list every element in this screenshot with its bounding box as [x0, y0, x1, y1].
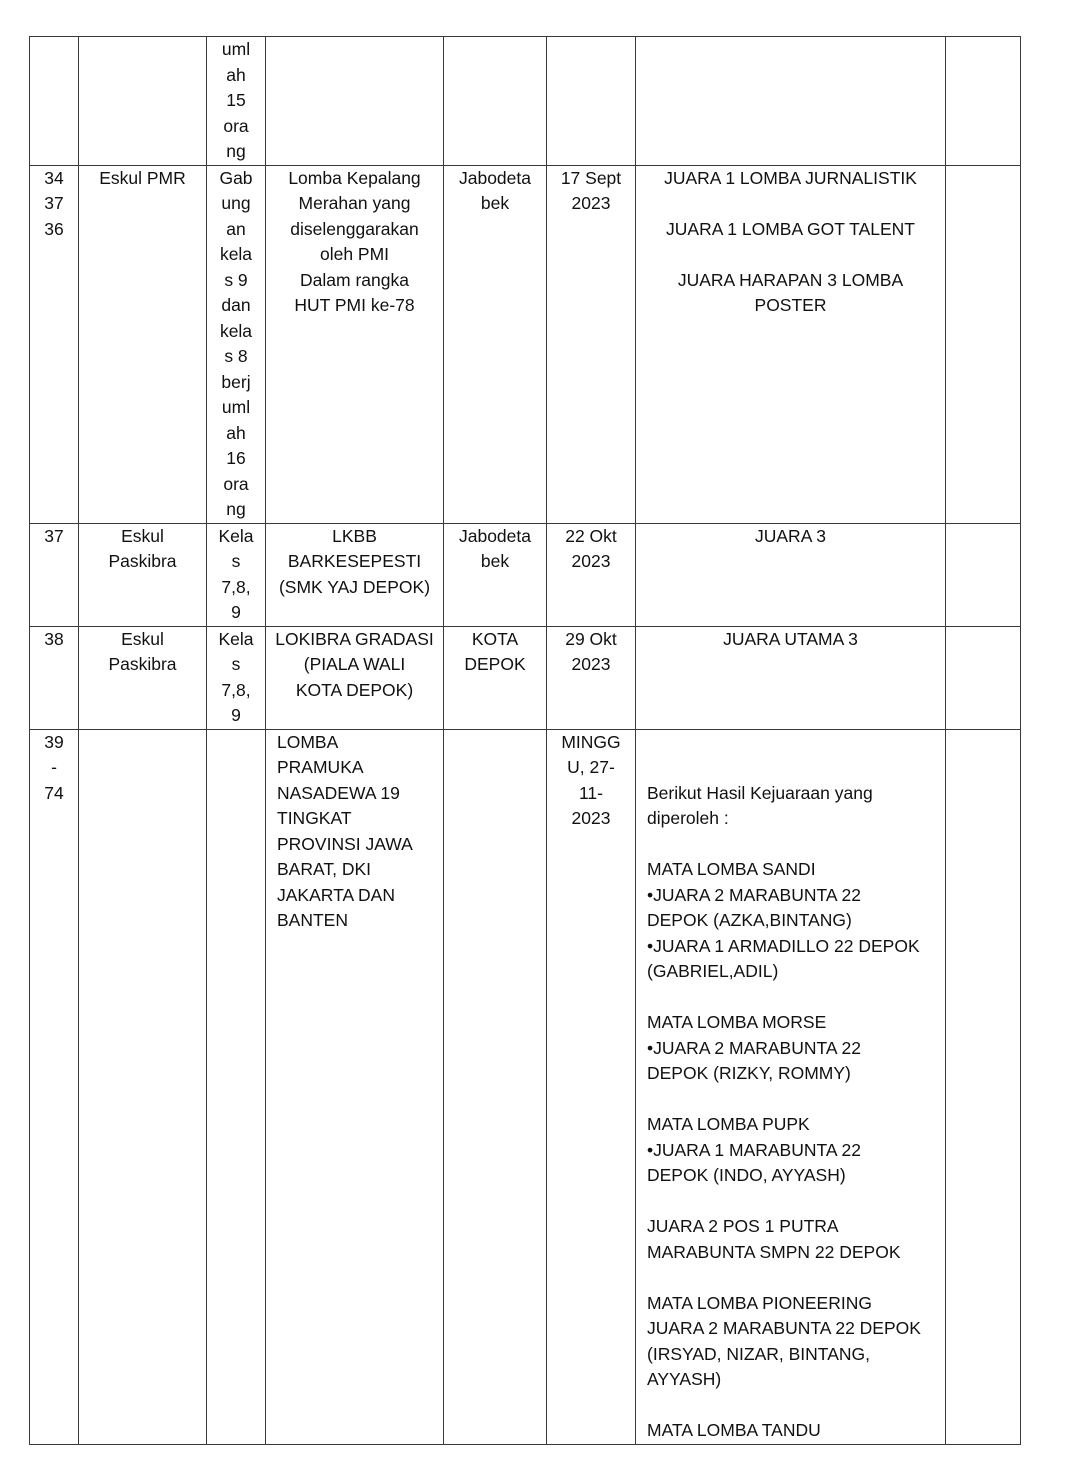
cell-line: MINGG: [561, 731, 621, 752]
cell-line: ung: [221, 193, 251, 213]
cell-no: [30, 729, 79, 1444]
cell-line: PROVINSI JAWA: [277, 833, 413, 854]
cell-line: Eskul: [121, 628, 164, 649]
cell-line: JUARA 1 LOMBA GOT TALENT: [666, 218, 915, 239]
cell-line: Paskibra: [108, 551, 177, 571]
cell-hasil: [636, 165, 946, 523]
cell-peserta: [207, 165, 266, 523]
cell-lomba: [266, 37, 444, 166]
cell-peserta: [207, 37, 266, 166]
cell-line: POSTER: [754, 295, 827, 315]
table-row: [30, 523, 1021, 626]
cell-line: -: [51, 757, 57, 777]
cell-line: diperoleh :: [647, 808, 729, 828]
cell-line: KOTA DEPOK): [295, 679, 414, 700]
cell-line: ah: [226, 422, 246, 443]
cell-line: 37: [44, 525, 64, 546]
cell-line: JAKARTA DAN: [277, 884, 395, 905]
cell-line: JUARA UTAMA 3: [723, 628, 858, 649]
cell-line: 39: [44, 731, 64, 752]
cell-line: s: [231, 551, 241, 571]
cell-line: MATA LOMBA PUPK: [647, 1114, 810, 1134]
cell-line: (GABRIEL,ADIL): [647, 961, 779, 981]
cell-line: Gab: [219, 167, 253, 188]
cell-line: BARKESEPESTI: [287, 551, 422, 571]
cell-line: 34: [44, 167, 64, 188]
cell-line: 9: [231, 705, 241, 725]
cell-keterangan: [946, 523, 1021, 626]
cell-no: [30, 523, 79, 626]
cell-line: berj: [221, 371, 251, 392]
cell-lomba: [266, 729, 444, 1444]
cell-ekskul: [79, 729, 207, 1444]
cell-line: 15: [226, 90, 246, 110]
cell-line: 2023: [571, 193, 611, 213]
cell-line: 22 Okt: [565, 525, 617, 546]
cell-tanggal: [547, 523, 636, 626]
cell-line: DEPOK (AZKA,BINTANG): [647, 910, 852, 930]
cell-tanggal: [547, 729, 636, 1444]
cell-line: KOTA: [471, 628, 519, 649]
cell-peserta: [207, 523, 266, 626]
cell-line: diselenggarakan: [290, 218, 419, 239]
cell-line: Paskibra: [108, 654, 177, 674]
table-row: [30, 729, 1021, 1444]
cell-line: MARABUNTA SMPN 22 DEPOK: [647, 1241, 901, 1262]
cell-line: (IRSYAD, NIZAR, BINTANG,: [647, 1343, 870, 1364]
cell-line: kela: [219, 244, 253, 264]
cell-tingkat: [444, 523, 547, 626]
cell-line: •JUARA 2 MARABUNTA 22: [647, 1037, 861, 1058]
cell-line: Eskul PMR: [99, 167, 186, 188]
cell-tanggal: [547, 165, 636, 523]
cell-line: 2023: [571, 654, 611, 674]
cell-line: MATA LOMBA PIONEERING: [647, 1292, 872, 1313]
cell-line: [647, 1393, 939, 1419]
cell-tingkat: [444, 729, 547, 1444]
cell-peserta: [207, 729, 266, 1444]
cell-line: DEPOK (RIZKY, ROMMY): [647, 1063, 851, 1083]
cell-line: U, 27-: [567, 757, 615, 777]
cell-line: dan: [221, 295, 251, 315]
cell-ekskul: [79, 37, 207, 166]
cell-line: Merahan yang: [298, 193, 411, 213]
cell-line: 11-: [579, 782, 603, 803]
cell-line: [647, 755, 939, 781]
cell-line: [640, 191, 941, 217]
cell-line: Jabodeta: [458, 525, 531, 546]
cell-line: kela: [219, 320, 253, 341]
cell-line: DEPOK: [464, 654, 526, 674]
cell-line: ah: [226, 64, 246, 85]
cell-line: s 9: [224, 269, 248, 290]
achievement-table: [29, 36, 1021, 1445]
cell-line: LKBB: [332, 525, 377, 546]
cell-line: 38: [44, 628, 64, 649]
cell-line: DEPOK (INDO, AYYASH): [647, 1165, 846, 1185]
cell-line: 2023: [571, 551, 611, 571]
cell-line: Eskul: [121, 525, 164, 546]
cell-line: 37: [44, 193, 64, 213]
cell-keterangan: [946, 165, 1021, 523]
cell-line: BANTEN: [277, 910, 348, 930]
cell-hasil: [636, 37, 946, 166]
cell-line: oleh PMI: [319, 244, 390, 264]
cell-line: Kela: [218, 525, 254, 546]
table-row: [30, 37, 1021, 166]
cell-line: bek: [480, 551, 510, 571]
cell-line: ng: [226, 141, 246, 161]
cell-line: uml: [221, 39, 251, 59]
cell-line: Lomba Kepalang: [288, 167, 421, 188]
cell-tingkat: [444, 165, 547, 523]
cell-line: 36: [44, 218, 64, 239]
cell-line: ng: [226, 499, 246, 519]
cell-line: 16: [226, 448, 246, 468]
cell-tanggal: [547, 626, 636, 729]
cell-line: uml: [221, 397, 251, 417]
cell-line: [647, 832, 939, 858]
cell-line: [647, 985, 939, 1011]
cell-line: an: [226, 218, 246, 239]
cell-line: NASADEWA 19: [277, 782, 400, 803]
cell-line: MATA LOMBA MORSE: [647, 1012, 827, 1032]
cell-line: AYYASH): [647, 1369, 722, 1389]
cell-line: 29 Okt: [565, 628, 617, 649]
cell-line: [640, 242, 941, 268]
cell-line: JUARA 3: [755, 525, 826, 546]
cell-line: JUARA 2 MARABUNTA 22 DEPOK: [647, 1318, 921, 1338]
cell-peserta: [207, 626, 266, 729]
cell-tingkat: [444, 37, 547, 166]
cell-no: [30, 37, 79, 166]
cell-line: [647, 1087, 939, 1113]
cell-line: JUARA 1 LOMBA JURNALISTIK: [664, 167, 917, 188]
cell-no: [30, 626, 79, 729]
cell-lomba: [266, 523, 444, 626]
cell-line: MATA LOMBA TANDU: [647, 1420, 821, 1440]
cell-tanggal: [547, 37, 636, 166]
cell-line: 17 Sept: [560, 167, 622, 188]
cell-no: [30, 165, 79, 523]
cell-line: ora: [223, 115, 249, 136]
cell-line: s 8: [224, 346, 248, 366]
cell-line: HUT PMI ke-78: [294, 295, 415, 315]
cell-hasil: [636, 626, 946, 729]
cell-line: [647, 730, 939, 756]
cell-line: JUARA 2 POS 1 PUTRA: [647, 1216, 839, 1236]
cell-keterangan: [946, 729, 1021, 1444]
cell-line: LOKIBRA GRADASI: [275, 628, 434, 649]
cell-line: [647, 1189, 939, 1215]
cell-line: s: [231, 654, 241, 674]
cell-line: 7,8,: [221, 679, 251, 700]
cell-line: •JUARA 1 ARMADILLO 22 DEPOK: [647, 935, 920, 956]
cell-line: Berikut Hasil Kejuaraan yang: [647, 782, 873, 803]
cell-line: 7,8,: [221, 576, 251, 597]
cell-line: •JUARA 1 MARABUNTA 22: [647, 1139, 861, 1160]
cell-line: PRAMUKA: [277, 757, 364, 777]
cell-ekskul: [79, 626, 207, 729]
cell-line: •JUARA 2 MARABUNTA 22: [647, 884, 861, 905]
cell-keterangan: [946, 37, 1021, 166]
cell-keterangan: [946, 626, 1021, 729]
cell-line: [647, 1265, 939, 1291]
cell-line: MATA LOMBA SANDI: [647, 859, 816, 879]
cell-line: Jabodeta: [458, 167, 531, 188]
cell-lomba: [266, 165, 444, 523]
cell-line: LOMBA: [277, 731, 339, 752]
cell-line: TINGKAT: [277, 808, 352, 828]
cell-line: Kela: [218, 628, 254, 649]
cell-lomba: [266, 626, 444, 729]
cell-hasil: [636, 523, 946, 626]
cell-line: ora: [223, 473, 249, 494]
cell-line: 9: [231, 602, 241, 622]
cell-line: Dalam rangka: [300, 269, 409, 290]
cell-ekskul: [79, 523, 207, 626]
cell-ekskul: [79, 165, 207, 523]
cell-line: bek: [480, 193, 510, 213]
cell-hasil: [636, 729, 946, 1444]
table-row: [30, 165, 1021, 523]
cell-line: JUARA HARAPAN 3 LOMBA: [677, 269, 904, 290]
cell-line: (SMK YAJ DEPOK): [278, 576, 431, 597]
cell-tingkat: [444, 626, 547, 729]
table-row: [30, 626, 1021, 729]
cell-line: (PIALA WALI: [303, 654, 406, 674]
cell-line: 2023: [571, 808, 611, 828]
cell-line: 74: [44, 782, 64, 803]
cell-line: BARAT, DKI: [277, 859, 372, 879]
